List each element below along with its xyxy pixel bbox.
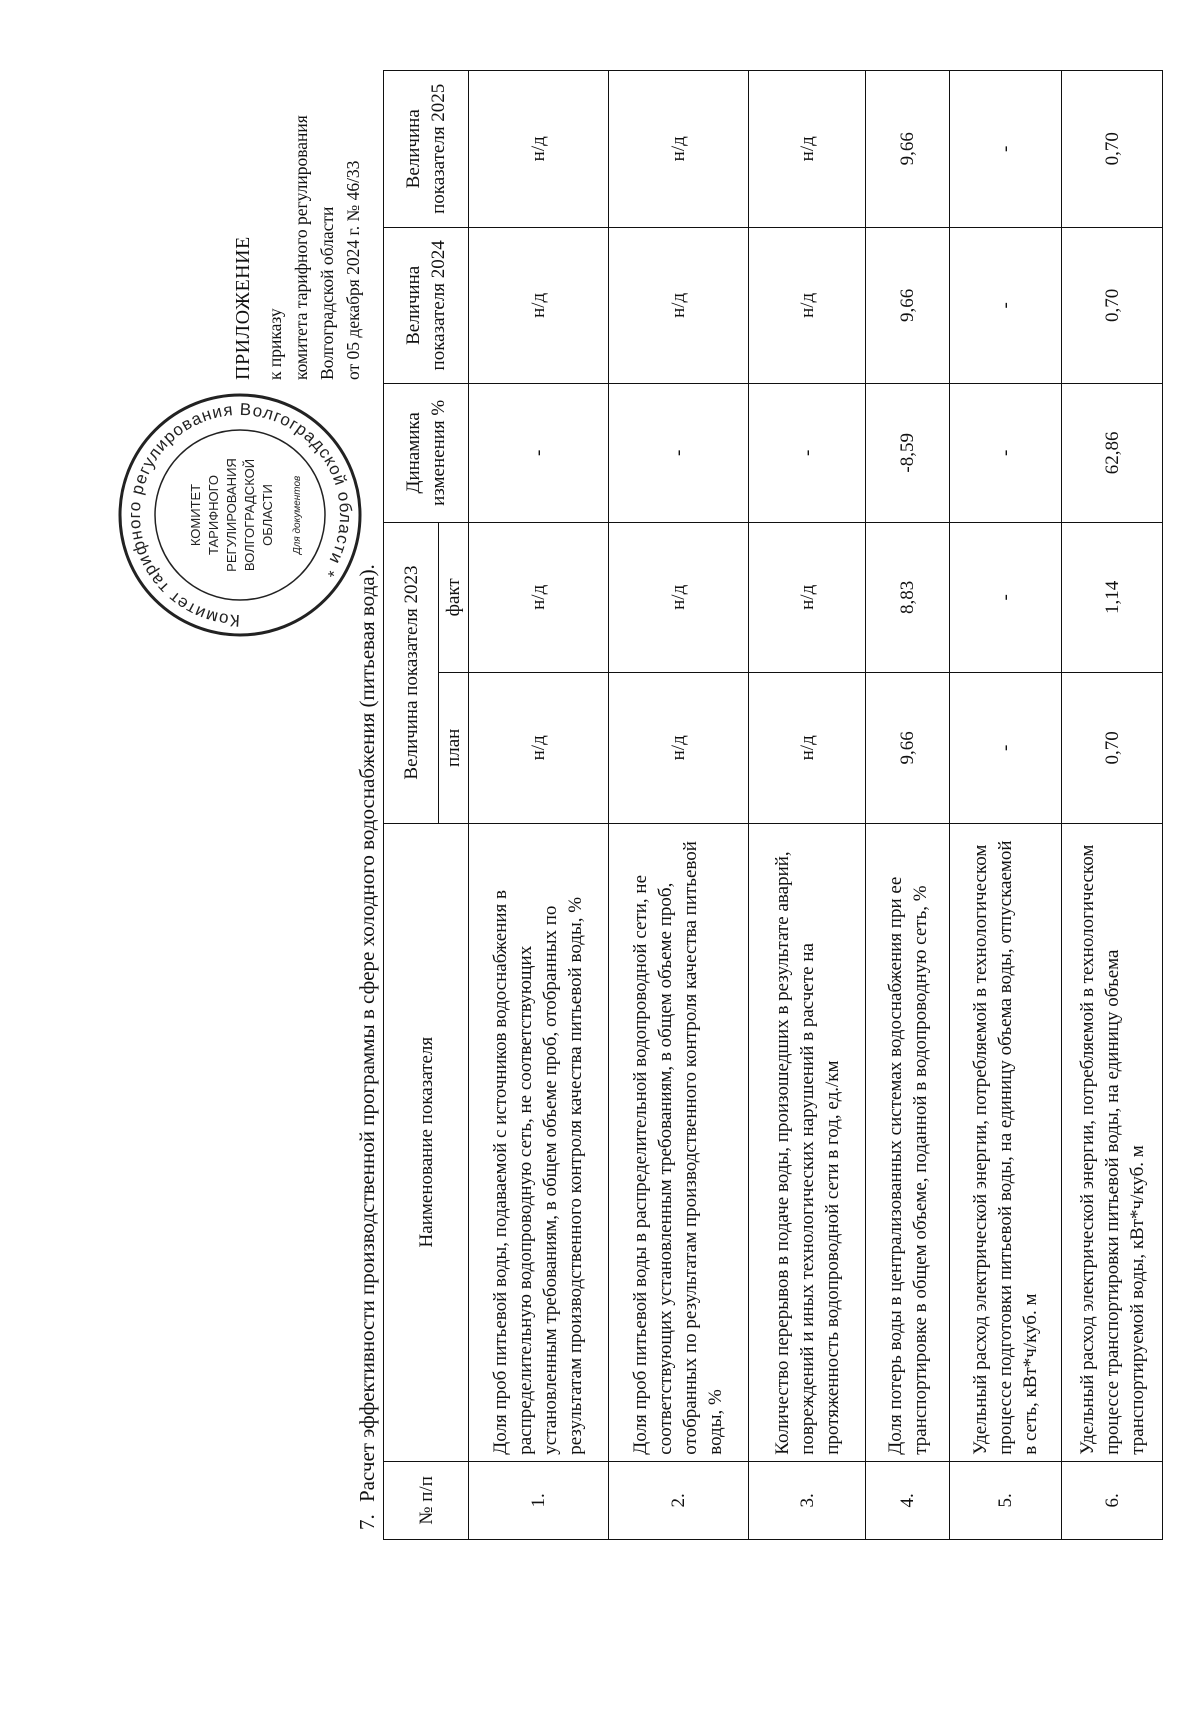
header-value-2025: Величина показателя 2025: [384, 71, 469, 228]
header-fact: факт: [439, 522, 469, 673]
row-dynamics: -: [469, 384, 609, 522]
row-name: Удельный расход электрической энергии, потребляемой в технологическом процессе транспортировки питьевой воды, на единицу объема транспортируемой воды, кВт*ч/куб. м: [1062, 823, 1163, 1461]
seal-line-1: КОМИТЕТ: [188, 483, 203, 547]
row-dynamics: -: [950, 384, 1062, 522]
header-dynamics: Динамика изменения %: [384, 384, 469, 522]
appendix-line-3: Волгоградской области: [317, 206, 337, 380]
row-number: 3.: [748, 1461, 866, 1539]
svg-text:Комитет тарифного регулировани: [125, 400, 355, 630]
row-name: Количество перерывов в подаче воды, произошедших в результате аварий, повреждений и иных технологических нарушений в расчете на протяженность водопроводной сети в год, ед./км: [748, 823, 866, 1461]
row-value-2025: 9,66: [866, 71, 950, 228]
row-name: Доля потерь воды в централизованных системах водоснабжения при ее транспортировке в общем объеме, поданной в водопроводную сеть, %: [866, 823, 950, 1461]
row-value-2024: -: [950, 227, 1062, 384]
row-plan: н/д: [748, 673, 866, 824]
appendix-header: [230, 20, 366, 380]
table-row: [1062, 71, 1163, 1540]
table-header-row: [384, 71, 439, 1540]
seal-outer-ring: [120, 395, 360, 635]
row-number: 5.: [950, 1461, 1062, 1539]
header-plan: план: [439, 673, 469, 824]
seal-line-3: РЕГУЛИРОВАНИЯ: [224, 458, 239, 572]
row-plan: н/д: [608, 673, 748, 824]
row-value-2025: -: [950, 71, 1062, 228]
section-number: 7.: [355, 1514, 379, 1530]
row-number: 1.: [469, 1461, 609, 1539]
row-number: 4.: [866, 1461, 950, 1539]
row-plan: 0,70: [1062, 673, 1163, 824]
row-name: Доля проб питьевой воды в распределительной водопроводной сети, не соответствующих установленным требованиям, в общем объеме проб, отобранных по результатам производственного контроля качества питьевой воды, %: [608, 823, 748, 1461]
row-fact: н/д: [748, 522, 866, 673]
row-fact: н/д: [469, 522, 609, 673]
table-row: [469, 71, 609, 1540]
header-value-2023: Величина показателя 2023: [384, 522, 439, 823]
section-title: [355, 564, 380, 1530]
appendix-title: ПРИЛОЖЕНИЕ: [232, 236, 254, 380]
table-row: [608, 71, 748, 1540]
header-name: Наименование показателя: [384, 823, 469, 1461]
row-value-2025: н/д: [469, 71, 609, 228]
appendix-line-4: от 05 декабря 2024 г. № 46/33: [343, 160, 363, 380]
table-body: [469, 71, 1163, 1540]
row-name: Удельный расход электрической энергии, потребляемой в технологическом процессе подготовки питьевой воды, на единицу объема воды, отпускаемой в сеть, кВт*ч/куб. м: [950, 823, 1062, 1461]
row-value-2025: н/д: [748, 71, 866, 228]
row-value-2024: н/д: [608, 227, 748, 384]
section-title-text: Расчет эффективности производственной программы в сфере холодного водоснабжения (питьевая вода).: [355, 564, 379, 1502]
table-row: [866, 71, 950, 1540]
row-dynamics: -: [608, 384, 748, 522]
appendix-line-1: к приказу: [265, 308, 285, 380]
row-number: 6.: [1062, 1461, 1163, 1539]
seal-outer-text: Комитет тарифного регулирования Волгоградской области *: [124, 399, 356, 631]
seal-line-4: ВОЛГОГРАДСКОЙ: [242, 458, 257, 572]
seal-line-5: ОБЛАСТИ: [260, 484, 275, 546]
row-number: 2.: [608, 1461, 748, 1539]
seal-line-2: ТАРИФНОГО: [206, 475, 221, 555]
row-dynamics: -: [748, 384, 866, 522]
row-value-2024: 0,70: [1062, 227, 1163, 384]
row-fact: 8,83: [866, 522, 950, 673]
row-fact: -: [950, 522, 1062, 673]
row-dynamics: -8,59: [866, 384, 950, 522]
row-value-2024: 9,66: [866, 227, 950, 384]
row-name: Доля проб питьевой воды, подаваемой с источников водоснабжения в распределительную водопроводную сеть, не соответствующих установленным требованиям, в общем объеме проб, отобранных по результатам производственного контроля качества питьевой воды, %: [469, 823, 609, 1461]
row-plan: -: [950, 673, 1062, 824]
row-fact: н/д: [608, 522, 748, 673]
seal-line-6: Для документов: [292, 475, 303, 555]
appendix-line-2: комитета тарифного регулирования: [291, 115, 311, 380]
row-dynamics: 62,86: [1062, 384, 1163, 522]
efficiency-table: [383, 70, 1163, 1540]
header-num: № п/п: [384, 1461, 469, 1539]
row-value-2024: н/д: [469, 227, 609, 384]
header-value-2024: Величина показателя 2024: [384, 227, 469, 384]
table-row: [950, 71, 1062, 1540]
row-value-2024: н/д: [748, 227, 866, 384]
row-value-2025: 0,70: [1062, 71, 1163, 228]
row-plan: 9,66: [866, 673, 950, 824]
table-row: [748, 71, 866, 1540]
official-seal: [115, 390, 365, 640]
row-value-2025: н/д: [608, 71, 748, 228]
row-fact: 1,14: [1062, 522, 1163, 673]
row-plan: н/д: [469, 673, 609, 824]
